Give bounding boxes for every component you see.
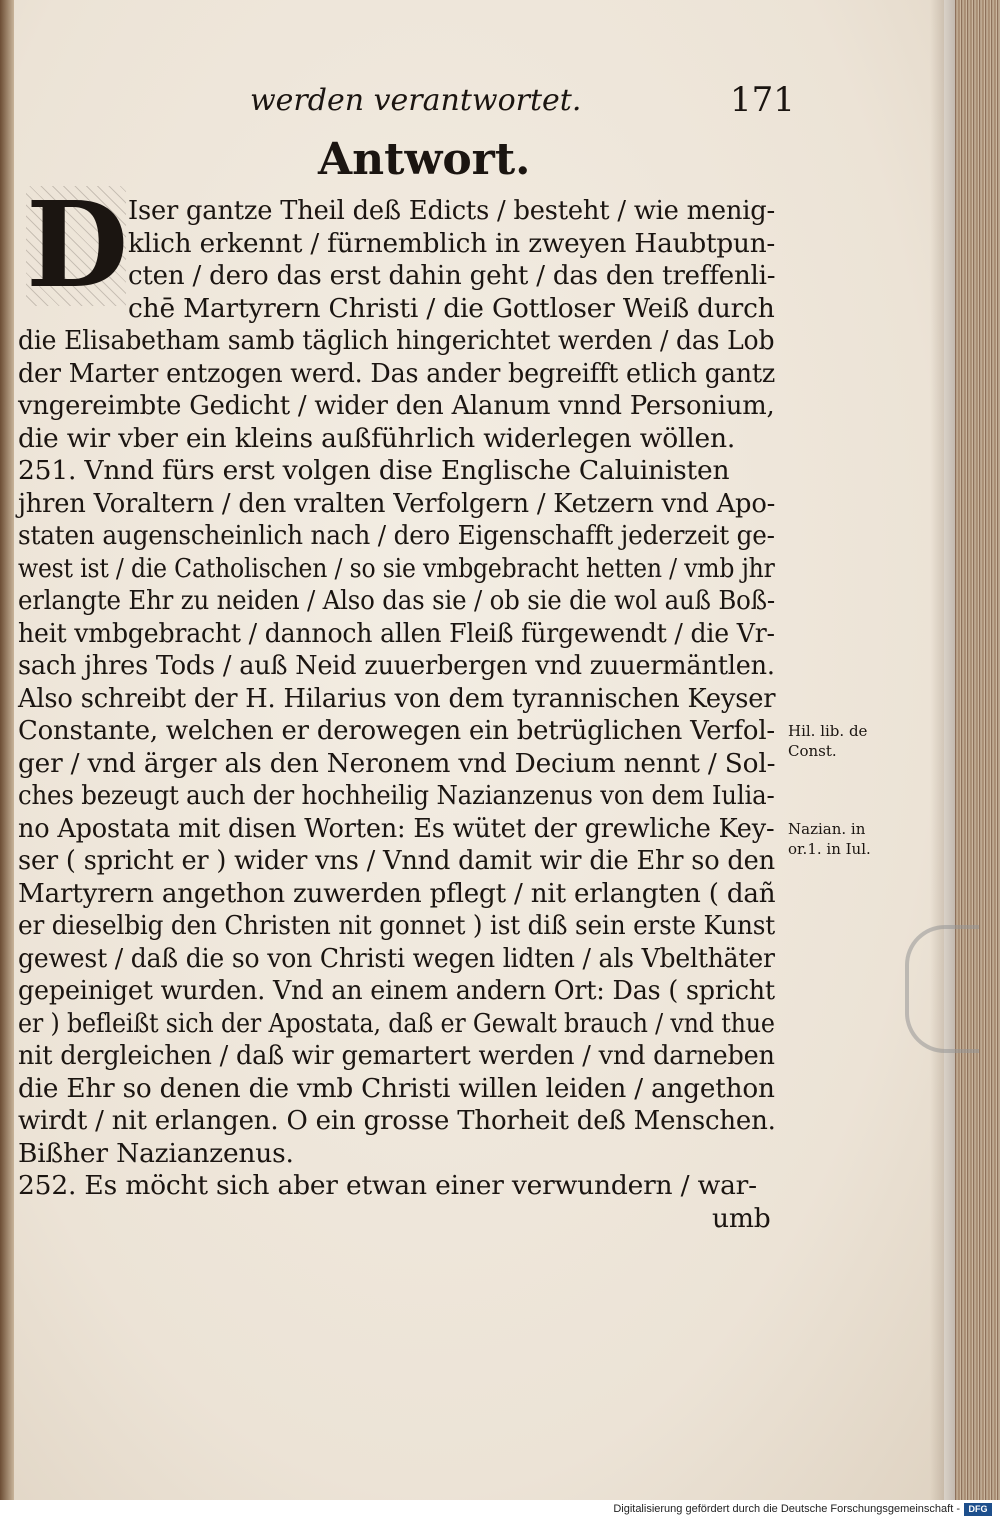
text-line: umb — [712, 1202, 771, 1234]
text-line: chē Martyrern Christi / die Gottloser Weiß durch — [128, 292, 775, 324]
text-line: cten / dero das erst dahin geht / das den treffenli- — [128, 260, 776, 291]
text-line: die wir vber ein kleins außführlich widerlegen wöllen. — [18, 422, 736, 454]
text-line: Martyrern angethon zuwerden pflegt / nit erlangten ( dañ — [18, 877, 776, 909]
text-line: gewest / daß die so von Christi wegen lidten / als Vbelthäter — [18, 942, 775, 974]
decorated-initial: D — [26, 175, 129, 314]
text-line: wirdt / nit erlangen. O ein grosse Thorheit deß Menschen. — [18, 1105, 776, 1136]
text-line: nit dergleichen / daß wir gemartert werden / vnd darneben — [18, 1040, 775, 1071]
text-line: 251. Vnnd fürs erst volgen dise Englische Caluinisten — [18, 455, 730, 486]
text-line: die Elisabetham samb täglich hingerichtet werden / das Lob — [18, 325, 775, 356]
text-line: 252. Es möcht sich aber etwan einer verwundern / war- — [18, 1170, 757, 1201]
margin-note-hilarius: Hil. lib. de Const. — [788, 722, 868, 760]
text-line: Iser gantze Theil deß Edicts / besteht / wie menig- — [128, 195, 776, 226]
text-line: er dieselbig den Christen nit gonnet ) ist diß sein erste Kunst — [18, 910, 776, 941]
dfg-logo: DFG — [964, 1503, 992, 1516]
text-line: Constante, welchen er derowegen ein betrüglichen Verfol- — [18, 715, 775, 746]
text-line: klich erkennt / fürnemblich in zweyen Haubtpun- — [128, 227, 776, 259]
margin-note-nazianzenus: Nazian. in or.1. in Iul. — [788, 820, 871, 858]
text-line: erlangte Ehr zu neiden / Also das sie / ob sie die wol auß Boß- — [18, 585, 775, 616]
running-head: werden verantwortet. — [250, 83, 582, 118]
text-line: Bißher Nazianzenus. — [18, 1137, 294, 1169]
text-line: ches bezeugt auch der hochheilig Nazianzenus von dem Iulia- — [18, 780, 775, 811]
text-line: sach jhres Tods / auß Neid zuuerbergen vnd zuuermäntlen. — [18, 650, 775, 681]
text-line: jhren Voraltern / den vralten Verfolgern / Ketzern vnd Apo- — [18, 487, 776, 519]
text-line: gepeiniget wurden. Vnd an einem andern Ort: Das ( spricht — [18, 975, 775, 1006]
text-line: staten augenscheinlich nach / dero Eigenschafft jederzeit ge- — [18, 520, 775, 551]
text-line: der Marter entzogen werd. Das ander begreifft etlich gantz — [18, 357, 776, 389]
text-line: vngereimbte Gedicht / wider den Alanum vnnd Personium, — [18, 390, 775, 421]
section-title: Antwort. — [318, 134, 531, 185]
text-line: die Ehr so denen die vmb Christi willen leiden / angethon — [18, 1072, 775, 1104]
text-line: ser ( spricht er ) wider vns / Vnnd damit wir die Ehr so den — [18, 845, 775, 876]
footer-credit: Digitalisierung gefördert durch die Deutsche Forschungsgemeinschaft - — [613, 1503, 960, 1515]
text-line: heit vmbgebracht / dannoch allen Fleiß fürgewendt / die Vr- — [18, 617, 775, 649]
footer-bar — [0, 1500, 1000, 1520]
text-line: west ist / die Catholischen / so sie vmbgebracht hetten / vmb jhr — [18, 552, 775, 584]
text-line: no Apostata mit disen Worten: Es wütet der grewliche Key- — [18, 812, 775, 844]
text-line: Also schreibt der H. Hilarius von dem tyrannischen Keyser — [18, 682, 776, 714]
text-line: ger / vnd ärger als den Neronem vnd Decium nennt / Sol- — [18, 747, 776, 779]
page-number: 171 — [730, 80, 795, 120]
text-line: er ) befleißt sich der Apostata, daß er Gewalt brauch / vnd thue — [18, 1007, 775, 1039]
